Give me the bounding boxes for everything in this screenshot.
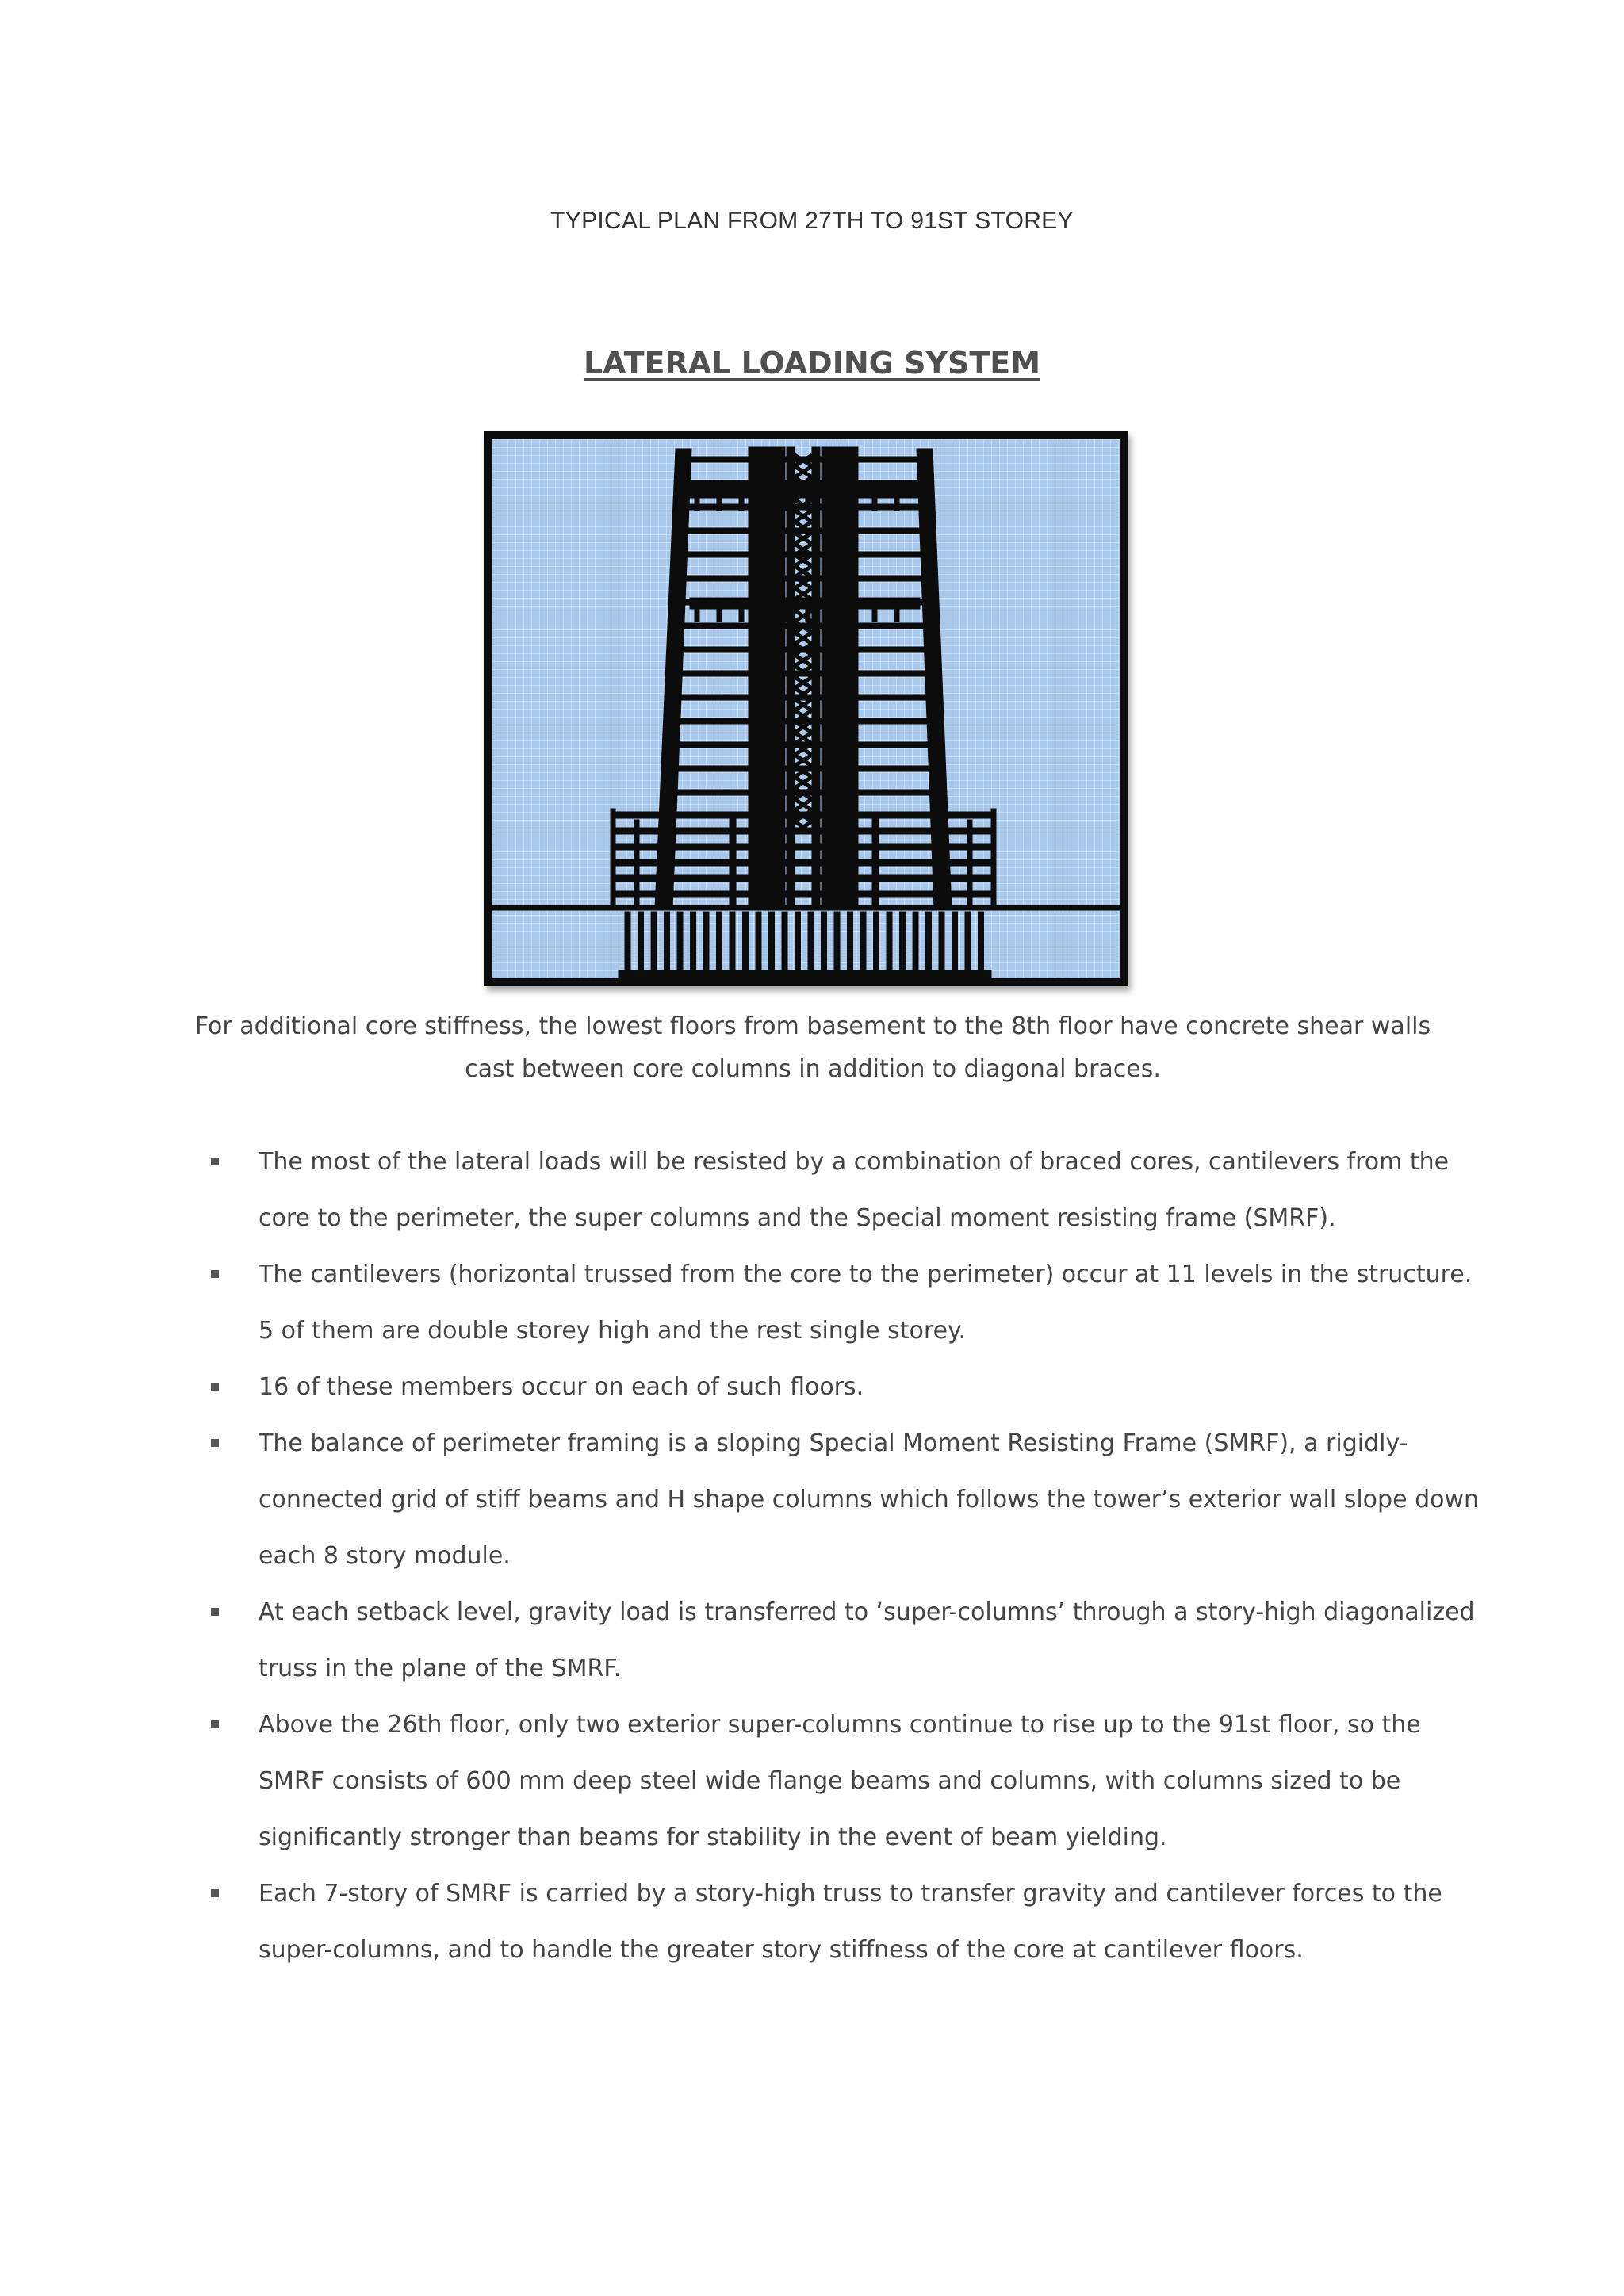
cantilever-truss-band xyxy=(690,598,920,609)
foundation-pile xyxy=(900,912,906,978)
list-item: Each 7-story of SMRF is carried by a story-high truss to transfer gravity and cantilever forces to the super-columns, and to handle the greater story stiffness of the core at cantilever floors. xyxy=(0,1866,1624,1978)
foundation-pile xyxy=(638,912,644,978)
core-column-mid-left xyxy=(787,447,795,909)
podium-floor-beam xyxy=(611,828,996,834)
foundation-pile xyxy=(625,912,630,978)
square-bullet-icon xyxy=(211,1720,219,1728)
truss-web xyxy=(739,609,744,622)
cantilever-truss-band xyxy=(690,487,920,498)
podium-column xyxy=(872,812,879,905)
foundation-pile xyxy=(939,912,944,978)
truss-web xyxy=(783,498,788,511)
foundation-pile xyxy=(651,912,657,978)
foundation-pile xyxy=(691,912,696,978)
foundation-pile xyxy=(769,912,775,978)
list-item: The cantilevers (horizontal trussed from the core to the perimeter) occur at 11 levels in the structure. 5 of them are double storey high and the rest single storey. xyxy=(0,1246,1624,1359)
foundation-pile xyxy=(743,912,749,978)
lateral-system-figure xyxy=(484,431,1128,986)
truss-web xyxy=(761,609,766,622)
foundation-pile xyxy=(926,912,932,978)
truss-web xyxy=(695,609,699,622)
truss-web xyxy=(894,609,899,622)
foundation-pile xyxy=(848,912,853,978)
square-bullet-icon xyxy=(211,1608,219,1616)
foundation-pile xyxy=(730,912,735,978)
foundation-pile xyxy=(795,912,801,978)
bullet-list xyxy=(0,1134,1624,1978)
foundation-pile xyxy=(756,912,761,978)
truss-web xyxy=(695,498,699,511)
foundation-pile xyxy=(860,912,866,978)
list-item: Above the 26th floor, only two exterior super-columns continue to rise up to the 91st floor, so the SMRF consists of 600 mm deep steel wide flange beams and columns, with columns sized to be significantly stronger than beams for stability in the event of beam yielding. xyxy=(0,1697,1624,1866)
square-bullet-icon xyxy=(211,1383,219,1391)
truss-web xyxy=(828,498,833,511)
core-super-column-left xyxy=(749,447,785,909)
truss-web xyxy=(850,498,855,511)
square-bullet-icon xyxy=(211,1270,219,1278)
truss-web xyxy=(783,609,788,622)
truss-web xyxy=(717,498,722,511)
foundation-pile xyxy=(782,912,787,978)
truss-web xyxy=(761,498,766,511)
foundation-pile xyxy=(808,912,814,978)
foundation-pile xyxy=(952,912,958,978)
foundation-pile xyxy=(979,912,984,978)
truss-web xyxy=(894,498,899,511)
foundation-pile xyxy=(834,912,840,978)
square-bullet-icon xyxy=(211,1889,219,1897)
podium-floor-beam xyxy=(611,875,996,882)
tower-frame-drawing xyxy=(492,439,1120,978)
list-item: 16 of these members occur on each of such floors. xyxy=(0,1359,1624,1415)
list-item: At each setback level, gravity load is transferred to ‘super-columns’ through a story-high diagonalized truss in the plane of the SMRF. xyxy=(0,1584,1624,1697)
podium-floor-beam xyxy=(611,812,996,818)
foundation-pile xyxy=(703,912,709,978)
foundation-pile xyxy=(965,912,971,978)
podium-column xyxy=(634,820,639,905)
truss-web xyxy=(806,498,810,511)
truss-web xyxy=(828,609,833,622)
podium-column xyxy=(611,809,615,905)
truss-web xyxy=(872,498,877,511)
foundation-pile xyxy=(822,912,827,978)
square-bullet-icon xyxy=(211,1439,219,1447)
podium-floor-beam xyxy=(611,844,996,850)
foundation-base xyxy=(619,970,991,978)
truss-web xyxy=(850,609,855,622)
foundation-pile xyxy=(887,912,892,978)
list-item: The most of the lateral loads will be resisted by a combination of braced cores, cantilevers from the core to the perimeter, the super columns and the Special moment resisting frame (SMRF). xyxy=(0,1134,1624,1246)
foundation-pile xyxy=(717,912,722,978)
section-heading: LATERAL LOADING SYSTEM xyxy=(583,346,1041,381)
foundation-pile xyxy=(913,912,918,978)
intro-paragraph: For additional core stiffness, the lowest floors from basement to the 8th floor have concrete shear walls cast between core columns in addition to diagonal braces. xyxy=(194,1012,1431,1083)
podium-floor-beam xyxy=(611,891,996,897)
core-super-column-right xyxy=(822,447,858,909)
ground-line xyxy=(492,905,1120,910)
foundation-pile xyxy=(677,912,683,978)
plan-caption: TYPICAL PLAN FROM 27TH TO 91ST STOREY xyxy=(550,208,1074,234)
list-item: The balance of perimeter framing is a sloping Special Moment Resisting Frame (SMRF), a rigidly-connected grid of stiff beams and H shape columns which follows the tower’s exterior wall slope down each 8 story module. xyxy=(0,1415,1624,1584)
truss-web xyxy=(717,609,722,622)
foundation-pile xyxy=(665,912,670,978)
podium-column xyxy=(730,812,736,905)
truss-web xyxy=(806,609,810,622)
podium-floor-beam xyxy=(611,859,996,866)
core-column-mid-right xyxy=(812,447,820,909)
foundation-pile xyxy=(874,912,879,978)
podium-column xyxy=(967,820,972,905)
square-bullet-icon xyxy=(211,1158,219,1165)
truss-web xyxy=(872,609,877,622)
truss-web xyxy=(739,498,744,511)
podium-column xyxy=(991,809,996,905)
